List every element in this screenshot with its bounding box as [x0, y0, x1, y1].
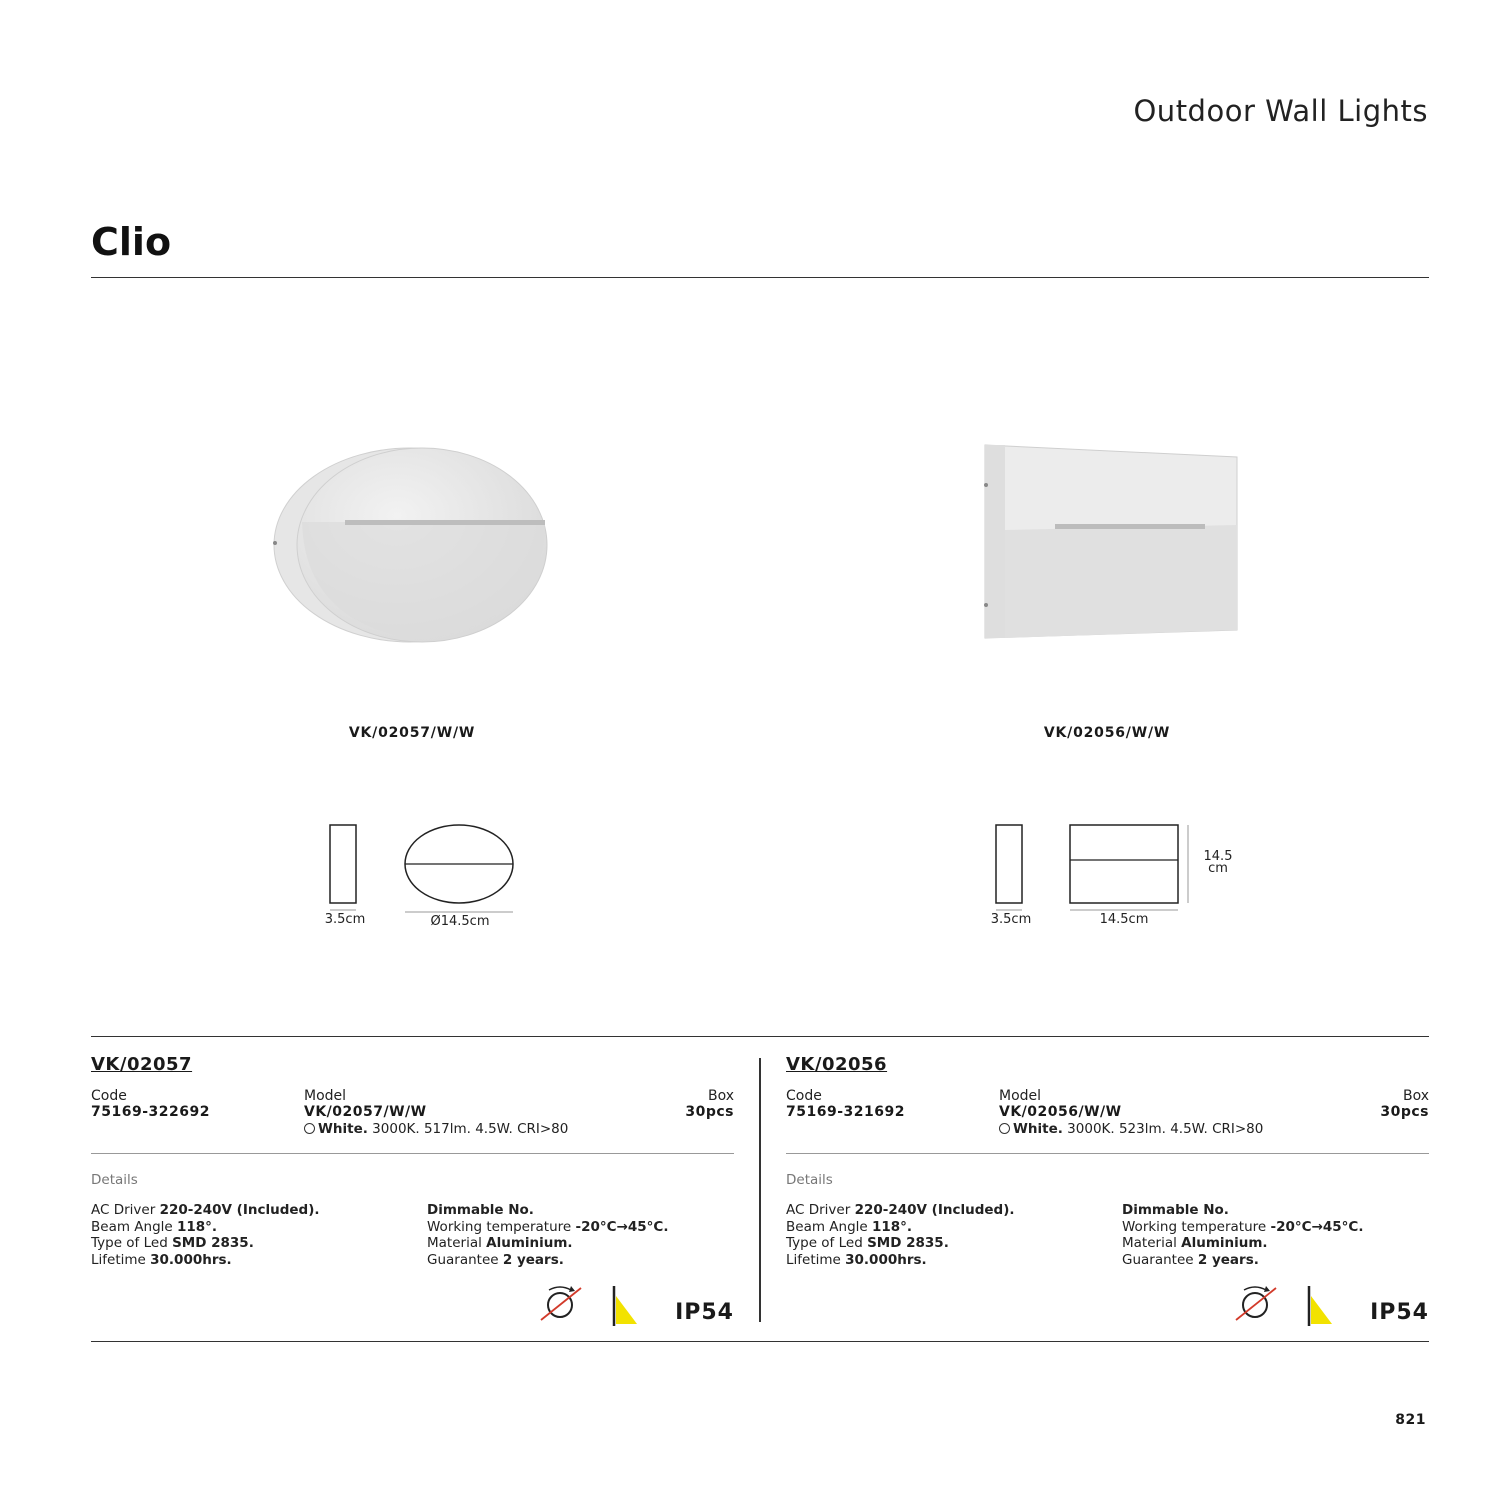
spec-column-divider [759, 1058, 761, 1322]
photo-caption-vk02057: VK/02057/W/W [348, 725, 476, 741]
not-dimmable-icon [537, 1284, 587, 1324]
round-light-photo [260, 440, 560, 650]
detail-beam-angle: Beam Angle 118°. [91, 1218, 218, 1235]
detail-guarantee: Guarantee 2 years. [1122, 1251, 1259, 1268]
model-label: Model [999, 1088, 1042, 1104]
detail-ac-driver: AC Driver 220-240V (Included). [786, 1202, 1015, 1218]
details-label: Details [91, 1172, 138, 1188]
round-dimension-drawing [318, 818, 528, 918]
model-value: VK/02056/W/W [999, 1104, 1122, 1120]
detail-dimmable: Dimmable No. [1122, 1202, 1229, 1218]
detail-guarantee: Guarantee 2 years. [427, 1251, 564, 1268]
depth-label: 3.5cm [990, 912, 1032, 927]
detail-material: Material Aluminium. [427, 1235, 573, 1251]
page-number: 821 [1395, 1412, 1426, 1428]
details-right-column [427, 1202, 668, 1268]
model-label: Model [304, 1088, 347, 1104]
spec-block-vk02056 [786, 1052, 1429, 1332]
detail-material: Material Aluminium. [1122, 1235, 1268, 1251]
model-value: VK/02057/W/W [304, 1104, 427, 1120]
square-light-photo [975, 435, 1250, 645]
spec-title: VK/02056 [786, 1054, 888, 1075]
wall-light-beam-icon [609, 1284, 643, 1328]
section-title: Outdoor Wall Lights [1133, 94, 1428, 128]
height-value: 14.5 [1203, 849, 1233, 864]
depth-label: 3.5cm [324, 912, 366, 927]
wall-light-beam-icon [1304, 1284, 1338, 1328]
code-value: 75169-322692 [91, 1104, 210, 1120]
box-value: 30pcs [685, 1104, 734, 1120]
variant-specs: 3000K. 517lm. 4.5W. CRI>80 [372, 1121, 569, 1137]
color-swatch-icon [999, 1123, 1010, 1134]
color-swatch-icon [304, 1123, 315, 1134]
square-dimension-drawing [983, 818, 1193, 918]
detail-working-temperature: Working temperature -20°C→45°C. [1122, 1218, 1364, 1235]
spec-title: VK/02057 [91, 1054, 193, 1075]
code-label: Code [786, 1088, 822, 1104]
not-dimmable-icon [1232, 1284, 1282, 1324]
code-value: 75169-321692 [786, 1104, 905, 1120]
box-label: Box [1402, 1088, 1429, 1104]
details-divider [91, 1153, 734, 1154]
detail-beam-angle: Beam Angle 118°. [786, 1218, 913, 1235]
detail-led-type: Type of Led SMD 2835. [91, 1235, 254, 1251]
ip-rating: IP54 [675, 1300, 734, 1325]
detail-lifetime: Lifetime 30.000hrs. [786, 1251, 927, 1268]
title-divider [91, 277, 1429, 278]
detail-dimmable: Dimmable No. [427, 1202, 534, 1218]
product-family-title: Clio [91, 220, 172, 264]
height-label [1198, 851, 1238, 875]
box-value: 30pcs [1380, 1104, 1429, 1120]
height-unit: cm [1208, 861, 1228, 876]
details-divider [786, 1153, 1429, 1154]
width-label: 14.5cm [1099, 912, 1149, 927]
spec-top-divider [91, 1036, 1429, 1037]
detail-ac-driver: AC Driver 220-240V (Included). [91, 1202, 320, 1218]
details-right-column [1122, 1202, 1363, 1268]
details-left-column [91, 1202, 320, 1268]
variant-line [304, 1121, 568, 1137]
box-label: Box [707, 1088, 734, 1104]
diameter-label: Ø14.5cm [430, 914, 490, 929]
variant-line [999, 1121, 1263, 1137]
detail-lifetime: Lifetime 30.000hrs. [91, 1251, 232, 1268]
color-name: White. [1013, 1121, 1063, 1137]
details-left-column [786, 1202, 1015, 1268]
spec-bottom-divider [91, 1341, 1429, 1342]
detail-led-type: Type of Led SMD 2835. [786, 1235, 949, 1251]
photo-caption-vk02056: VK/02056/W/W [1043, 725, 1171, 741]
code-label: Code [91, 1088, 127, 1104]
spec-block-vk02057 [91, 1052, 734, 1332]
details-label: Details [786, 1172, 833, 1188]
ip-rating: IP54 [1370, 1300, 1429, 1325]
detail-working-temperature: Working temperature -20°C→45°C. [427, 1218, 669, 1235]
variant-specs: 3000K. 523lm. 4.5W. CRI>80 [1067, 1121, 1264, 1137]
color-name: White. [318, 1121, 368, 1137]
